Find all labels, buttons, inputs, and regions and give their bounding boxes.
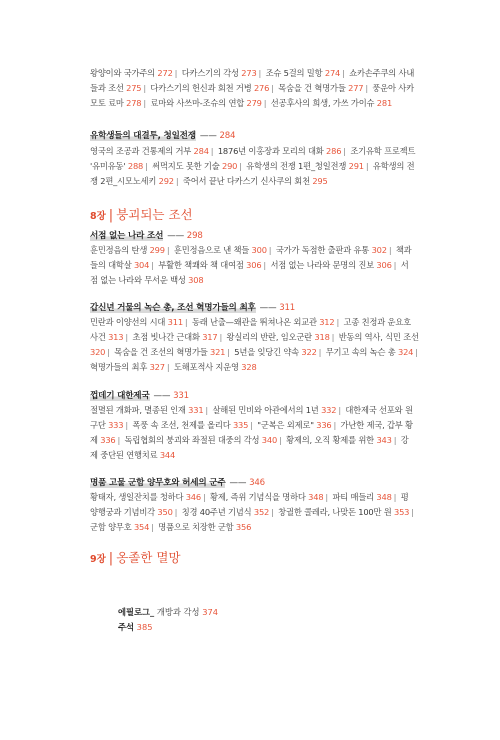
page-number: 327: [149, 362, 165, 372]
entry-title: 양행궁과 기념비각: [90, 507, 158, 517]
section-heading: [90, 389, 189, 401]
entry-title: 훈민정음으로 낸 책들: [171, 245, 252, 255]
page-number: 346: [185, 492, 201, 502]
entry-title: 풍운아 사카: [369, 83, 414, 93]
page-number: 335: [232, 420, 249, 430]
section-heading: [90, 229, 203, 241]
page-number: 300: [251, 245, 267, 255]
section-heading: [90, 129, 235, 141]
page-number: 353: [394, 507, 410, 517]
toc-line: [90, 96, 410, 111]
entry-title: 고종 친정과 운요호: [341, 317, 411, 327]
entry-title: 황제의, 오직 황제를 위한: [283, 435, 377, 445]
section-title: 유학생들의 대결투, 청일전쟁: [90, 131, 196, 141]
entry-title: 동래 난출—왜관을 뛰쳐나온 외교관: [189, 317, 320, 327]
page-number: 299: [149, 245, 165, 255]
entry-separator: |: [174, 68, 178, 78]
epilogue-entry: [118, 605, 218, 619]
entry-title: 목숨을 건 조선의 혁명가들: [111, 347, 211, 357]
entry-separator: |: [227, 347, 230, 357]
chapter-number: 9장: [90, 554, 106, 565]
entry-title: 조기유학 프로젝트: [347, 146, 416, 156]
page-number: 350: [157, 507, 173, 517]
toc-line: [90, 505, 414, 520]
toc-line: [90, 243, 410, 258]
entry-title: 강: [398, 435, 409, 445]
toc-line: [90, 345, 418, 360]
page-number: 328: [241, 362, 257, 372]
page-number: 332: [321, 405, 337, 415]
section-title: 서점 없는 나라 조선: [90, 231, 164, 241]
entry-title: 대한제국 선포와 원: [342, 405, 413, 415]
page-number: 352: [253, 507, 270, 517]
entry-title: 명품으로 치장한 군함: [155, 522, 236, 532]
entry-separator: |: [393, 435, 397, 445]
entry-title: 선공후사의 희생, 가쓰 가이슈: [268, 98, 377, 108]
entry-title: 죽어서 끝난 다카스기 신사쿠의 회천: [180, 176, 313, 186]
entry-separator: |: [166, 362, 170, 372]
entry-title: 도해포적사 지운영: [171, 362, 242, 372]
entry-separator: |: [271, 507, 274, 517]
entry-title: 들과 조선: [90, 83, 127, 93]
entry-title: 다카스기의 헌신과 회천 거병: [148, 83, 254, 93]
entry-title: 목숨을 건 혁명가들: [275, 83, 349, 93]
toc-entries-block: [90, 490, 414, 535]
entry-separator: |: [333, 420, 337, 430]
entry-separator: |: [342, 68, 345, 78]
page-number: 292: [158, 176, 174, 186]
entry-title: 황제, 즉위 기념식을 명하다: [207, 492, 309, 502]
chapter-title: 붕괴되는 조선: [116, 207, 193, 222]
entry-title: 왕양이와 국가주의: [90, 68, 158, 78]
entry-separator: |: [151, 260, 154, 270]
page-number: 275: [126, 83, 142, 93]
entry-title: 쟁 2편_시모노세키: [90, 176, 159, 186]
entry-separator: |: [175, 176, 179, 186]
page-number: 348: [376, 492, 392, 502]
entry-title: 써먹지도 못한 기술: [149, 161, 222, 171]
toc-line: [90, 159, 415, 174]
entry-title: 국가가 독점한 출판과 유통: [273, 245, 372, 255]
entry-separator: |: [336, 317, 340, 327]
entry-title: 절멸된 개화파, 멸종된 인재: [90, 405, 189, 415]
entry-title: 제 중단된 연행치료: [90, 450, 160, 460]
entry-separator: |: [411, 507, 414, 517]
page-number: 354: [133, 522, 150, 532]
toc-line: [90, 258, 410, 273]
page-number: 331: [188, 405, 204, 415]
toc-entries-block: [90, 66, 415, 111]
entry-title: 살해된 민비와 아관에서의 1년: [210, 405, 322, 415]
entry-separator: |: [258, 68, 262, 78]
entry-separator: |: [279, 435, 282, 445]
title-dash: ——: [199, 131, 217, 141]
entry-title: 민란과 이양선의 시대: [90, 317, 168, 327]
page-number: 356: [235, 522, 252, 532]
entry-separator: |: [202, 492, 206, 502]
entry-title: 칭경 40주년 기념식: [179, 507, 254, 517]
entry-title: '유미유동': [90, 161, 128, 171]
toc-line: [90, 144, 416, 159]
entry-title: 평: [398, 492, 409, 502]
page-number: 284: [193, 146, 209, 156]
page-number: 331: [173, 391, 189, 401]
toc-line: [90, 448, 410, 463]
entry-title: 서점 없는 나라와 문명의 진보: [268, 260, 377, 270]
entry-title: 점 없는 나라와 무서운 백성: [90, 275, 189, 285]
page-number: 272: [157, 68, 173, 78]
entry-separator: |: [393, 492, 397, 502]
entry-title: 독립협회의 붕괴와 좌절된 대중의 각성: [122, 435, 262, 445]
entry-title: 군함 양무호: [90, 522, 134, 532]
epilogue-title: 개방과 각성: [154, 607, 203, 617]
page-number: 306: [376, 260, 392, 270]
notes-entry: [118, 620, 153, 634]
page-number: 290: [222, 161, 238, 171]
entry-title: 왕실리의 반란, 임오군란: [224, 332, 315, 342]
page-number: 295: [312, 176, 328, 186]
page-number: 318: [314, 332, 330, 342]
entry-separator: |: [365, 83, 368, 93]
entry-title: 쇼카손주쿠의 사내: [346, 68, 415, 78]
toc-line: [90, 418, 413, 433]
section-title: 명품 고물 군함 양무호와 허세의 군주: [90, 478, 226, 488]
entry-separator: |: [250, 420, 253, 430]
entry-separator: |: [143, 83, 146, 93]
page-number: 291: [348, 161, 364, 171]
page-number: 348: [308, 492, 324, 502]
toc-entries-block: [90, 243, 410, 288]
notes-label: 주석: [118, 622, 135, 632]
entry-title: 부활한 책쾌와 책 대여점: [155, 260, 247, 270]
epilogue-label: 에필로그_: [118, 607, 155, 617]
page-number: 322: [301, 347, 317, 357]
page-number: 374: [202, 607, 219, 617]
page-number: 311: [279, 303, 296, 313]
section-title: 껍데기 대한제국: [90, 391, 150, 401]
page-number: 344: [159, 450, 176, 460]
page-number: 336: [100, 435, 116, 445]
page-number: 302: [371, 245, 387, 255]
title-dash: ——: [259, 303, 277, 313]
entry-title: 반동의 역사, 식민 조선: [336, 332, 419, 342]
page-number: 308: [188, 275, 204, 285]
page-number: 312: [319, 317, 335, 327]
chapter-divider: |: [108, 551, 114, 566]
page-number: 298: [186, 231, 203, 241]
section-title: 갑신년 거물의 녹슨 총, 조선 혁명가들의 최후: [90, 303, 256, 313]
entry-title: 1876년 이홍장과 모리의 대화: [215, 146, 327, 156]
entry-title: 구단: [90, 420, 109, 430]
entry-separator: |: [143, 98, 146, 108]
toc-line: [90, 520, 410, 535]
entry-separator: |: [343, 146, 346, 156]
chapter-heading: [90, 548, 181, 566]
toc-line: [90, 330, 419, 345]
toc-line: [90, 81, 414, 96]
entry-separator: |: [271, 83, 274, 93]
entry-title: 책과: [393, 245, 412, 255]
entry-title: 다카스기의 각성: [179, 68, 242, 78]
page-number: 311: [167, 317, 183, 327]
page-number: 324: [398, 347, 414, 357]
entry-title: 혁명가들의 최후: [90, 362, 150, 372]
entry-separator: |: [151, 522, 154, 532]
page-number: 273: [241, 68, 257, 78]
entry-separator: |: [338, 405, 341, 415]
page-number: 286: [326, 146, 342, 156]
page-number: 343: [376, 435, 392, 445]
entry-separator: |: [205, 405, 209, 415]
entry-separator: |: [125, 332, 128, 342]
page-number: 320: [90, 347, 106, 357]
toc-entries-block: [90, 144, 416, 189]
section-heading: [90, 476, 265, 488]
chapter-divider: |: [108, 208, 114, 223]
entry-separator: |: [239, 161, 242, 171]
toc-line: [90, 360, 410, 375]
entry-title: 파티 매들리: [330, 492, 377, 502]
title-dash: ——: [167, 231, 184, 241]
entry-separator: |: [415, 347, 418, 357]
entry-separator: |: [318, 347, 322, 357]
entry-separator: |: [331, 332, 335, 342]
toc-entries-block: [90, 315, 419, 375]
page-number: 279: [246, 98, 262, 108]
title-dash: ——: [229, 478, 247, 488]
entry-separator: |: [263, 98, 267, 108]
page-number: 340: [261, 435, 278, 445]
toc-line: [90, 490, 410, 505]
entry-separator: |: [210, 146, 214, 156]
page-number: 313: [108, 332, 124, 342]
page-number: 385: [136, 622, 153, 632]
toc-line: [90, 273, 410, 288]
toc-line: [90, 433, 410, 448]
chapter-title: 옹졸한 멸망: [116, 550, 181, 565]
chapter-heading: [90, 205, 193, 223]
page-number: 336: [316, 420, 332, 430]
toc-line: [90, 66, 415, 81]
page-number: 288: [127, 161, 144, 171]
entry-title: 유학생의 전쟁 1편_청일전쟁: [243, 161, 349, 171]
page-number: 304: [133, 260, 150, 270]
entry-title: 들의 대학살: [90, 260, 134, 270]
entry-title: 제: [90, 435, 101, 445]
entry-title: 모토 료마: [90, 98, 127, 108]
page-number: 346: [249, 478, 265, 488]
page-number: 317: [202, 332, 218, 342]
entry-separator: |: [325, 492, 329, 502]
section-heading: [90, 301, 295, 313]
page-number: 333: [108, 420, 124, 430]
entry-title: 폭풍 속 조선, 천제를 올리다: [129, 420, 233, 430]
entry-title: 훈민정음의 탄생: [90, 245, 150, 255]
entry-title: "군복은 외제로": [254, 420, 317, 430]
entry-title: 황태자, 생일잔치를 청하다: [90, 492, 186, 502]
entry-title: 영국의 조공과 건통제의 거부: [90, 146, 194, 156]
chapter-number: 8장: [90, 211, 106, 222]
page-number: 306: [246, 260, 262, 270]
entry-separator: |: [184, 317, 188, 327]
entry-title: 초점 빗나간 근대화: [129, 332, 203, 342]
toc-line: [90, 315, 410, 330]
entry-separator: |: [174, 507, 178, 517]
entry-title: 5년을 잊당긴 약속: [231, 347, 302, 357]
entry-title: 무기고 속의 녹슨 총: [323, 347, 398, 357]
entry-title: 가난한 제국, 갑부 황: [338, 420, 413, 430]
toc-line: [90, 403, 413, 418]
toc-entries-block: [90, 403, 413, 463]
page-number: 281: [376, 98, 393, 108]
entry-separator: |: [365, 161, 369, 171]
entry-separator: |: [107, 347, 110, 357]
entry-separator: |: [219, 332, 223, 342]
entry-title: 유학생의 전: [370, 161, 415, 171]
page-number: 277: [348, 83, 364, 93]
entry-title: 사건: [90, 332, 109, 342]
entry-separator: |: [117, 435, 121, 445]
entry-title: 조슈 5걸의 밀항: [263, 68, 325, 78]
page-number: 278: [126, 98, 142, 108]
title-dash: ——: [153, 391, 171, 401]
page-number: 321: [210, 347, 226, 357]
entry-separator: |: [166, 245, 170, 255]
entry-separator: |: [393, 260, 397, 270]
page-number: 276: [253, 83, 270, 93]
entry-separator: |: [263, 260, 267, 270]
entry-title: 서: [398, 260, 409, 270]
entry-separator: |: [268, 245, 272, 255]
entry-title: 창궐한 콜레라, 나맞돈 100만 원: [275, 507, 395, 517]
entry-separator: |: [145, 161, 148, 171]
entry-separator: |: [388, 245, 392, 255]
entry-separator: |: [125, 420, 128, 430]
toc-line: [90, 174, 410, 189]
entry-title: 료마와 사쓰마-조슈의 연합: [148, 98, 247, 108]
page-number: 284: [219, 131, 236, 141]
page-number: 274: [324, 68, 341, 78]
